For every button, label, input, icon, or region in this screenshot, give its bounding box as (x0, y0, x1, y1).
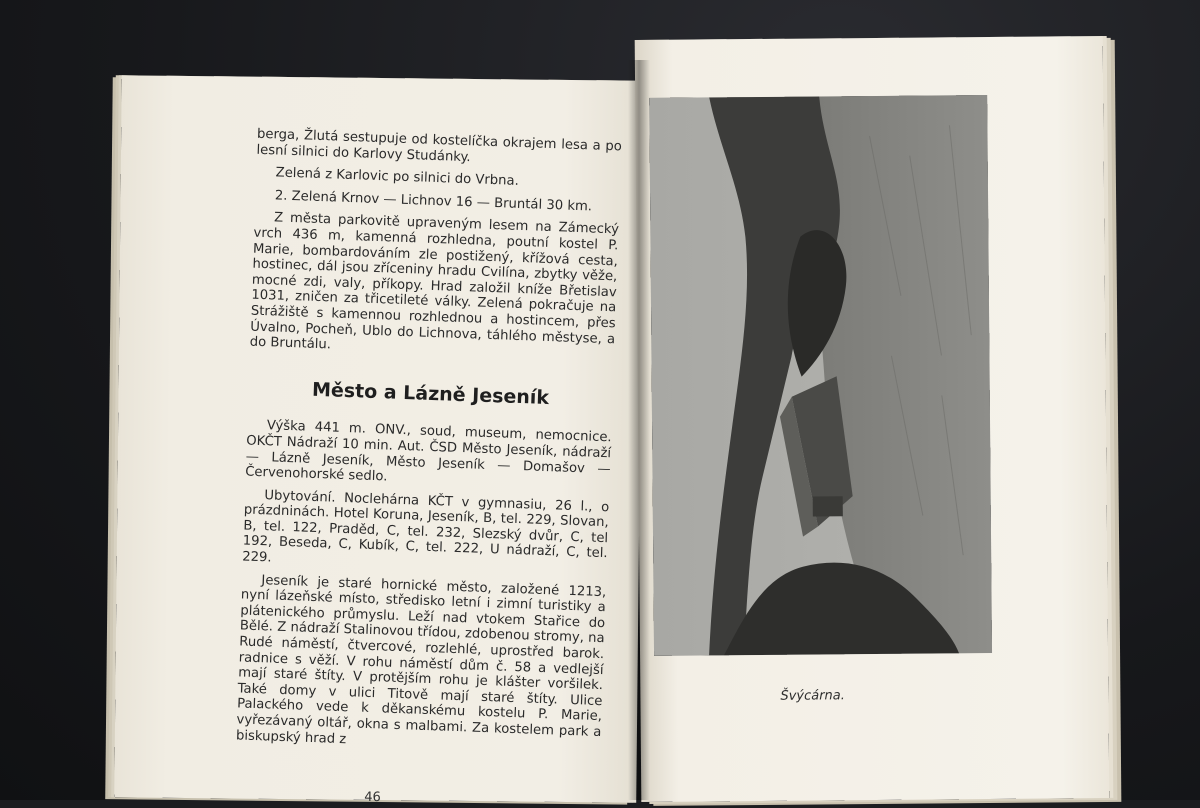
route-heading: 2. Zelená Krnov — Lichnov 16 — Bruntál 30 km. (274, 188, 593, 215)
page-number: 46 (364, 789, 381, 806)
photo-caption: Švýcárna. (780, 688, 845, 704)
landscape-photo (649, 95, 992, 656)
paragraph: Jeseník je staré hornické město, založené 1213, nyní lázeňské místo, středisko letní i zimní turistiky a plátenického průmyslu. Leží nad vtokem Stařice do Bělé. Z nádraží Stalinovou třídou, zdobenou stromy, na Rudé náměstí, čtvercové, rozlehlé, uprostřed barok. radnice s věží. V rohu náměstí dům č. 58 a vedlejší mají staré štíty. V protějším rohu je klášter voršilek. Také domy v ulici Titově mají staré štíty. Ulice Palackého vede k děkanskému kostelu P. Marie, vyřezávaný oltář, okna s malbami. Za kostelem park a biskupský hrad z (235, 572, 607, 747)
paragraph: Výška 441 m. ONV., soud, museum, nemocnice. OKČT Nádraží 10 min. Aut. ČSD Město Jeseník, nádraží — Lázně Jeseník, Město Jeseník — Domašov — Červenohorské sedlo. (244, 418, 612, 485)
paragraph: Z města parkovitě upraveným lesem na Zámecký vrch 436 m, kamenná rozhledna, poutní kostel P. Marie, bombardováním zle postižený, křížová cesta, hostinec, dál jsou zříceniny hradu Cvilína, zbytky věže, mocné zdi, valy, příkopy. Hrad založil kníže Břetislav 1031, zničen za třicetileté války. Zelená pokračuje na Strážiště s kamennou rozhlednou a hostincem, přes Úvalno, Pocheň, Ublo do Lichnova, táhlého městyse, a do Bruntálu. (249, 210, 620, 353)
paragraph: Ubytování. Noclehárna KČT v gymnasiu, 26 l., o prázdninách. Hotel Koruna, Jeseník, B, tel. 229, Slovan, B, tel. 122, Praděd, C, tel. 232, Slezský dvůr, C, tel 192, Beseda, C, Kubík, C, tel. 222, U nádraží, C, tel. 229. (241, 487, 610, 566)
left-page-text (235, 127, 622, 764)
left-page (114, 75, 644, 806)
paragraph: Zelená z Karlovic po silnici do Vrbna. (275, 165, 520, 190)
book-spine-shadow (628, 60, 650, 800)
paragraph: berga, Žlutá sestupuje od kostelíčka okrajem lesa a po lesní silnici do Karlovy Studánky. (256, 126, 623, 165)
right-page (635, 36, 1110, 802)
section-heading: Město a Lázně Jeseník (311, 378, 550, 409)
